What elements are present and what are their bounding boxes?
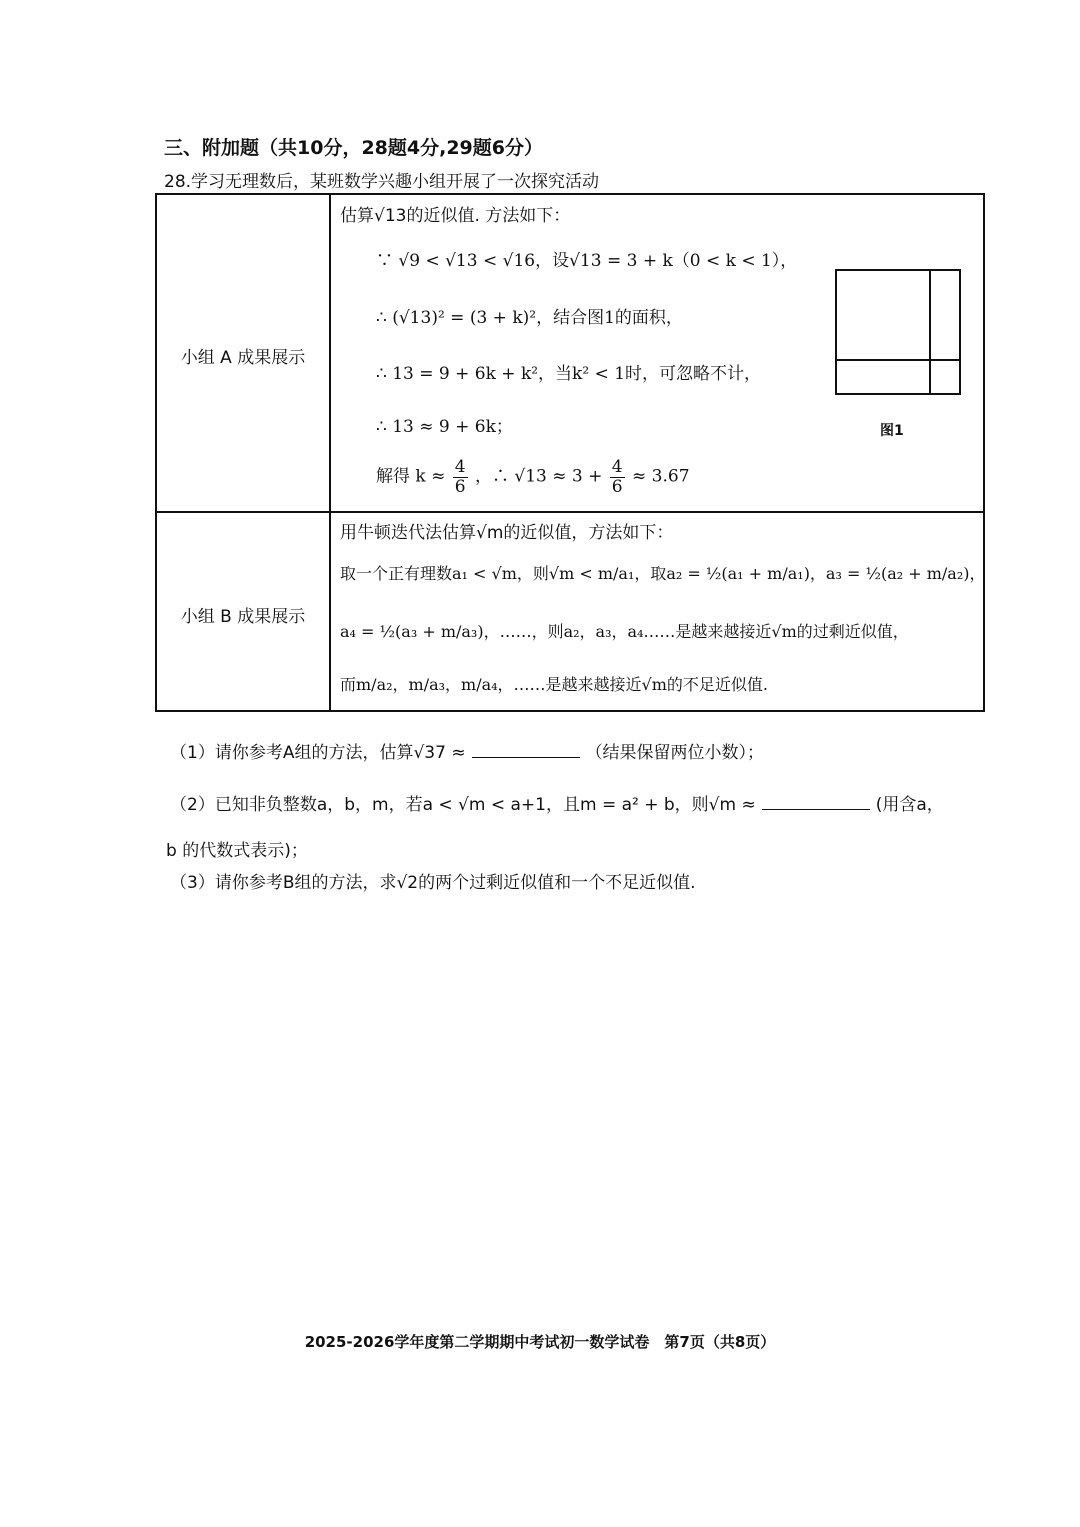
- row-a-heading: 估算√13的近似值. 方法如下：: [340, 206, 571, 226]
- section-title: 三、附加题（共10分，28题4分,29题6分）: [164, 137, 543, 159]
- fraction-k-denominator: 6: [454, 476, 466, 497]
- table-row-divider: [157, 511, 983, 513]
- figure-1-vertical-line: [929, 271, 931, 393]
- row-a-line3: ∴ 13 = 9 + 6k + k²，当k² < 1时，可忽略不计，: [376, 364, 762, 384]
- subquestion-2: [170, 790, 944, 815]
- row-a-line5: [376, 458, 690, 496]
- row-b-label: 小组 B 成果展示: [180, 607, 306, 627]
- row-a-label: 小组 A 成果展示: [180, 348, 306, 368]
- fraction-sqrt13: [610, 458, 625, 496]
- table-column-divider: [329, 195, 331, 710]
- fraction-k: [453, 458, 468, 496]
- figure-1-horizontal-line: [837, 359, 959, 361]
- subquestion-2-suffix: (用含a，: [875, 795, 944, 815]
- row-a-line5-mid: ，∴ √13 ≈ 3 +: [475, 466, 603, 487]
- fraction-sqrt13-denominator: 6: [611, 476, 623, 497]
- answer-blank-2[interactable]: [762, 795, 870, 810]
- row-a-line2: ∴ (√13)² = (3 + k)²，结合图1的面积，: [376, 308, 683, 328]
- row-b-line1: 取一个正有理数a₁ < √m，则√m < m/a₁，取a₂ = ½(a₁ + m/a₁)，a₃ = ½(a₂ + m/a₂)，: [340, 564, 986, 583]
- subquestion-3: （3）请你参考B组的方法，求√2的两个过剩近似值和一个不足近似值.: [170, 873, 696, 893]
- page-footer: 2025-2026学年度第二学期期中考试初一数学试卷 第7页（共8页）: [304, 1333, 776, 1351]
- fraction-k-numerator: 4: [454, 457, 466, 477]
- row-a-line5-suffix: ≈ 3.67: [632, 466, 690, 487]
- figure-1-square-diagram: [835, 269, 961, 395]
- row-a-line5-prefix: 解得 k ≈: [376, 466, 446, 487]
- row-b-line2: a₄ = ½(a₃ + m/a₃)，……，则a₂，a₃，a₄……是越来越接近√m的过剩近似值，: [340, 622, 909, 641]
- row-b-heading: 用牛顿迭代法估算√m的近似值，方法如下：: [340, 523, 674, 543]
- subquestion-1-prefix: （1）请你参考A组的方法，估算√37 ≈: [170, 743, 466, 763]
- fraction-sqrt13-numerator: 4: [611, 457, 623, 477]
- question-intro: 28.学习无理数后，某班数学兴趣小组开展了一次探究活动: [164, 172, 600, 192]
- subquestion-2-continued: b 的代数式表示)；: [166, 841, 308, 861]
- subquestion-1: [170, 738, 764, 763]
- subquestion-2-prefix: （2）已知非负整数a，b，m，若a < √m < a+1，且m = a² + b，则√m ≈: [170, 795, 756, 815]
- row-a-line1: ∵ √9 < √13 < √16，设√13 = 3 + k（0 < k < 1），: [376, 251, 798, 271]
- figure-1-caption: 图1: [880, 423, 904, 439]
- subquestion-1-suffix: （结果保留两位小数）；: [585, 743, 765, 763]
- row-a-line4: ∴ 13 ≈ 9 + 6k；: [376, 417, 513, 437]
- row-b-line3: 而m/a₂，m/a₃，m/a₄，……是越来越接近√m的不足近似值.: [340, 675, 769, 694]
- answer-blank-1[interactable]: [472, 743, 580, 758]
